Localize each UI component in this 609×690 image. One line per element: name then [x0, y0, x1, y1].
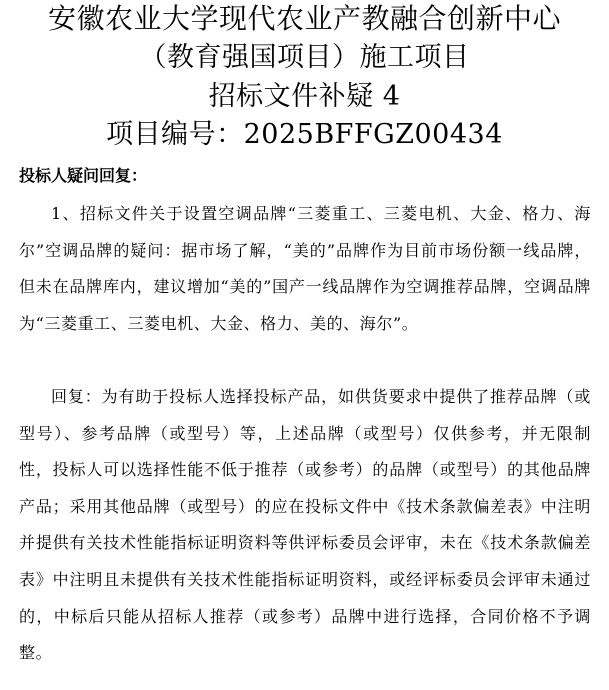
title-line-institution: 安徽农业大学现代农业产教融合创新中心 — [47, 2, 561, 35]
title-line-project-number: 项目编号：2025BFFGZ00434 — [106, 119, 503, 150]
paragraph-question: 1、招标文件关于设置空调品牌“三菱重工、三菱电机、大金、格力、海尔”空调品牌的疑问：据市场了解，“美的”品牌作为目前市场份额一线品牌，但未在品牌库内，建议增加“美的”国产一线品牌作为空调推荐品牌，空调品牌为“三菱重工、三菱电机、大金、格力、美的、海尔”。 — [19, 204, 591, 333]
paragraph-reply: 回复：为有助于投标人选择投标产品，如供货要求中提供了推荐品牌（或型号）、参考品牌（或型号）等，上述品牌（或型号）仅供参考，并无限制性，投标人可以选择性能不低于推荐（或参考）的品牌（或型号）的其他品牌产品；采用其他品牌（或型号）的应在投标文件中《技术条款偏差表》中注明并提供有关技术性能指标证明资料等供评标委员会评审，未在《技术条款偏差表》中注明且未提供有关技术性能指标证明资料，或经评标委员会评审未通过的，中标后只能从招标人推荐（或参考）品牌中进行选择，合同价格不予调整。 — [19, 387, 591, 663]
title-line-project: （教育强国项目）施工项目 — [139, 42, 470, 73]
section-heading: 投标人疑问回复： — [19, 166, 148, 185]
title-line-document-type: 招标文件补疑 4 — [208, 81, 401, 112]
